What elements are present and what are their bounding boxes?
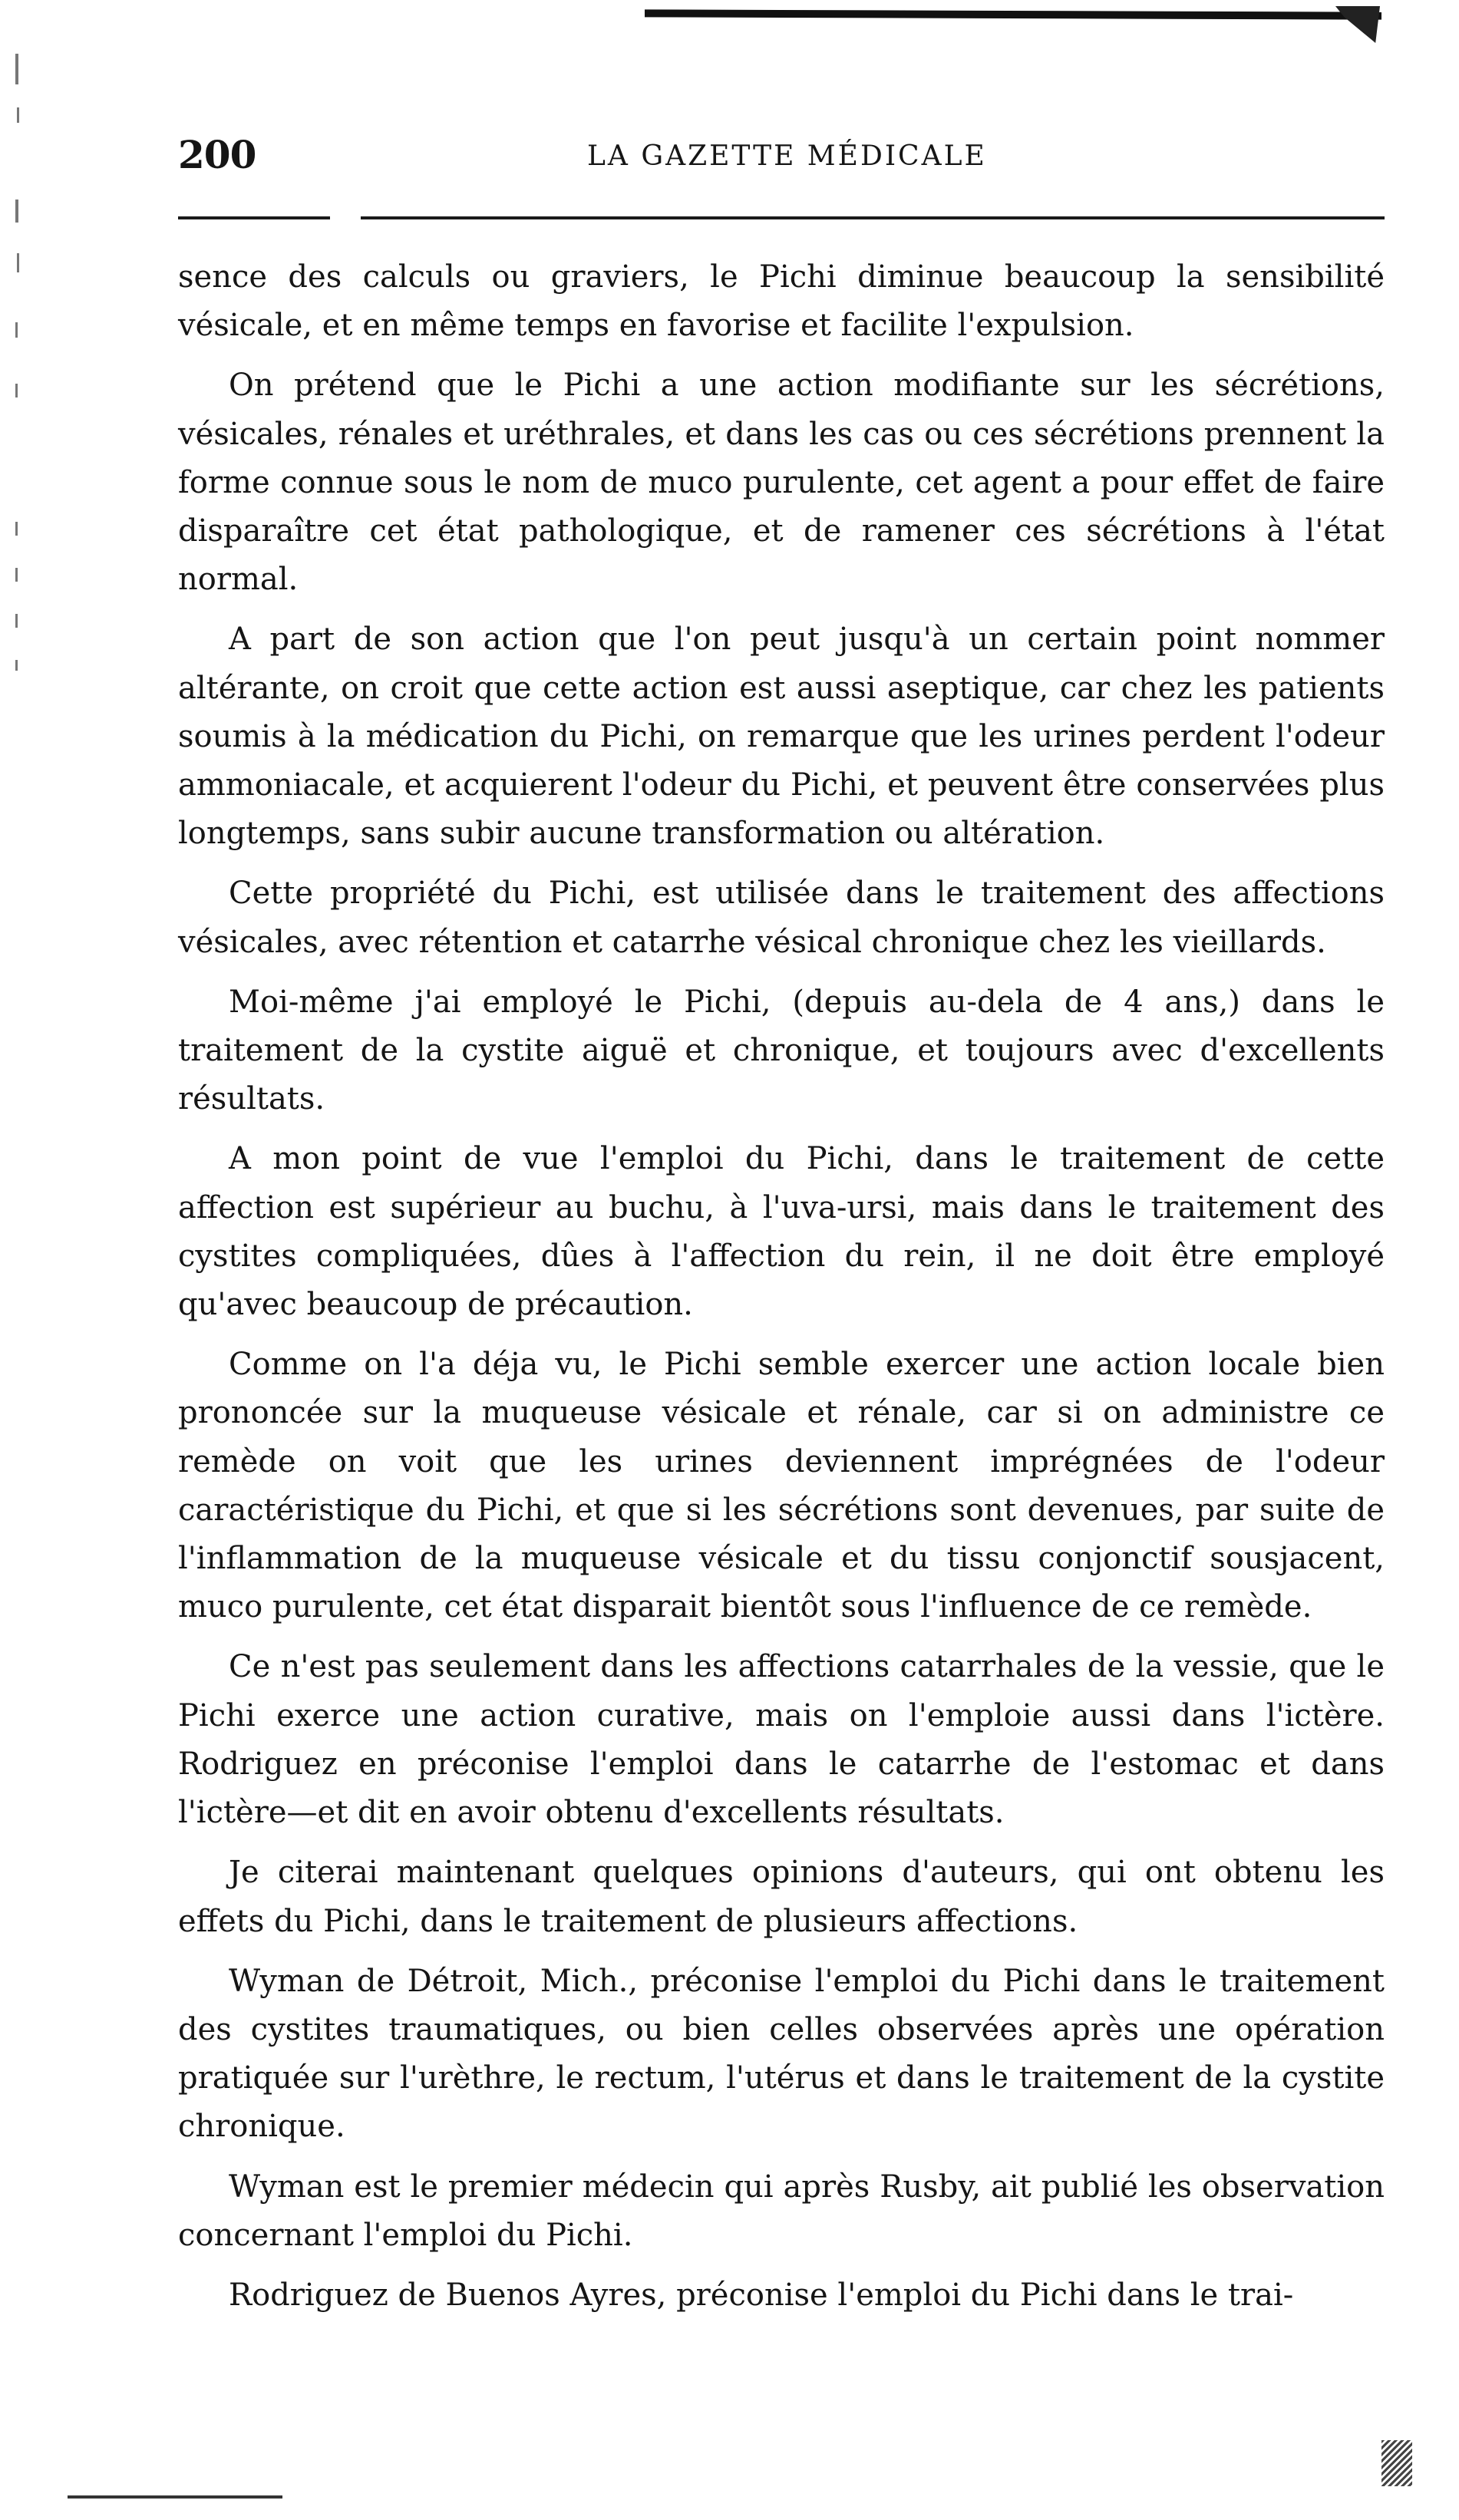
paragraph: On prétend que le Pichi a une action modifiante sur les sécrétions, vésicales, rénales et uréthrales, et dans les cas ou ces sécrétions prennent la forme connue sous le nom de muco purulente, cet agent a pour effet de faire disparaître cet état pathologique, et de ramener ces sécrétions à l'état normal. <box>178 368 1385 598</box>
paragraph: A part de son action que l'on peut jusqu'à un certain point nommer altérante, on croit que cette action est aussi aseptique, car chez les patients soumis à la médication du Pichi, on remarque que les urines perdent l'odeur ammoniacale, et acquierent l'odeur du Pichi, et peuvent être conservées plus longtemps, sans subir aucune transformation ou altération. <box>178 622 1385 852</box>
margin-speck <box>15 522 18 536</box>
margin-speck <box>15 568 18 582</box>
margin-speck <box>15 322 18 338</box>
margin-speck <box>15 614 18 628</box>
running-title: LA GAZETTE MÉDICALE <box>587 140 987 172</box>
paragraph: Ce n'est pas seulement dans les affections catarrhales de la vessie, que le Pichi exerce une action curative, mais on l'emploie aussi dans l'ictère. Rodriguez en préconise l'emploi dans le catarrhe de l'estomac et dans l'ictère—et dit en avoir obtenu d'excellents résultats. <box>178 1649 1385 1831</box>
header-rule-gap <box>330 213 361 223</box>
paragraph: sence des calculs ou graviers, le Pichi diminue beaucoup la sensibilité vésicale, et en même temps en favorise et facilite l'expulsion. <box>178 259 1385 344</box>
margin-speck <box>17 107 19 123</box>
bottom-print-mark <box>1381 2440 1412 2486</box>
top-decorative-rule <box>645 9 1381 19</box>
body-text <box>178 253 1385 2331</box>
paragraph: Comme on l'a déja vu, le Pichi semble exercer une action locale bien prononcée sur la muqueuse vésicale et rénale, car si on administre ce remède on voit que les urines deviennent imprégnées de l'odeur caractéristique du Pichi, et que si les sécrétions sont devenues, par suite de l'inflammation de la muqueuse vésicale et du tissu conjonctif sousjacent, muco purulente, cet état disparait bientôt sous l'influence de ce remède. <box>178 1347 1385 1625</box>
margin-speck <box>17 253 19 272</box>
paragraph: Wyman de Détroit, Mich., préconise l'emploi du Pichi dans le traitement des cystites traumatiques, ou bien celles observées après une opération pratiquée sur l'urèthre, le rectum, l'utérus et dans le traitement de la cystite chronique. <box>178 1963 1385 2145</box>
paragraph: Rodriguez de Buenos Ayres, préconise l'emploi du Pichi dans le trai- <box>229 2277 1294 2313</box>
margin-speck <box>15 660 18 671</box>
page-number: 200 <box>178 132 256 177</box>
paragraph: Wyman est le premier médecin qui après Rusby, ait publié les observation concernant l'emploi du Pichi. <box>178 2169 1385 2253</box>
margin-speck <box>15 200 18 223</box>
paragraph: Moi-même j'ai employé le Pichi, (depuis au-dela de 4 ans,) dans le traitement de la cystite aiguë et chronique, et toujours avec d'excellents résultats. <box>178 984 1385 1117</box>
top-rule-ornament <box>1335 6 1380 43</box>
margin-speck <box>15 384 18 397</box>
paragraph: Je citerai maintenant quelques opinions d'auteurs, qui ont obtenu les effets du Pichi, dans le traitement de plusieurs affections. <box>178 1855 1385 1939</box>
bottom-rule <box>68 2495 282 2499</box>
paragraph: A mon point de vue l'emploi du Pichi, dans le traitement de cette affection est supérieur au buchu, à l'uva-ursi, mais dans le traitement des cystites compliquées, dûes à l'affection du rein, il ne doit être employé qu'avec beaucoup de précaution. <box>178 1141 1385 1323</box>
paragraph: Cette propriété du Pichi, est utilisée dans le traitement des affections vésicales, avec rétention et catarrhe vésical chronique chez les vieillards. <box>178 876 1385 960</box>
margin-speck <box>15 54 18 84</box>
